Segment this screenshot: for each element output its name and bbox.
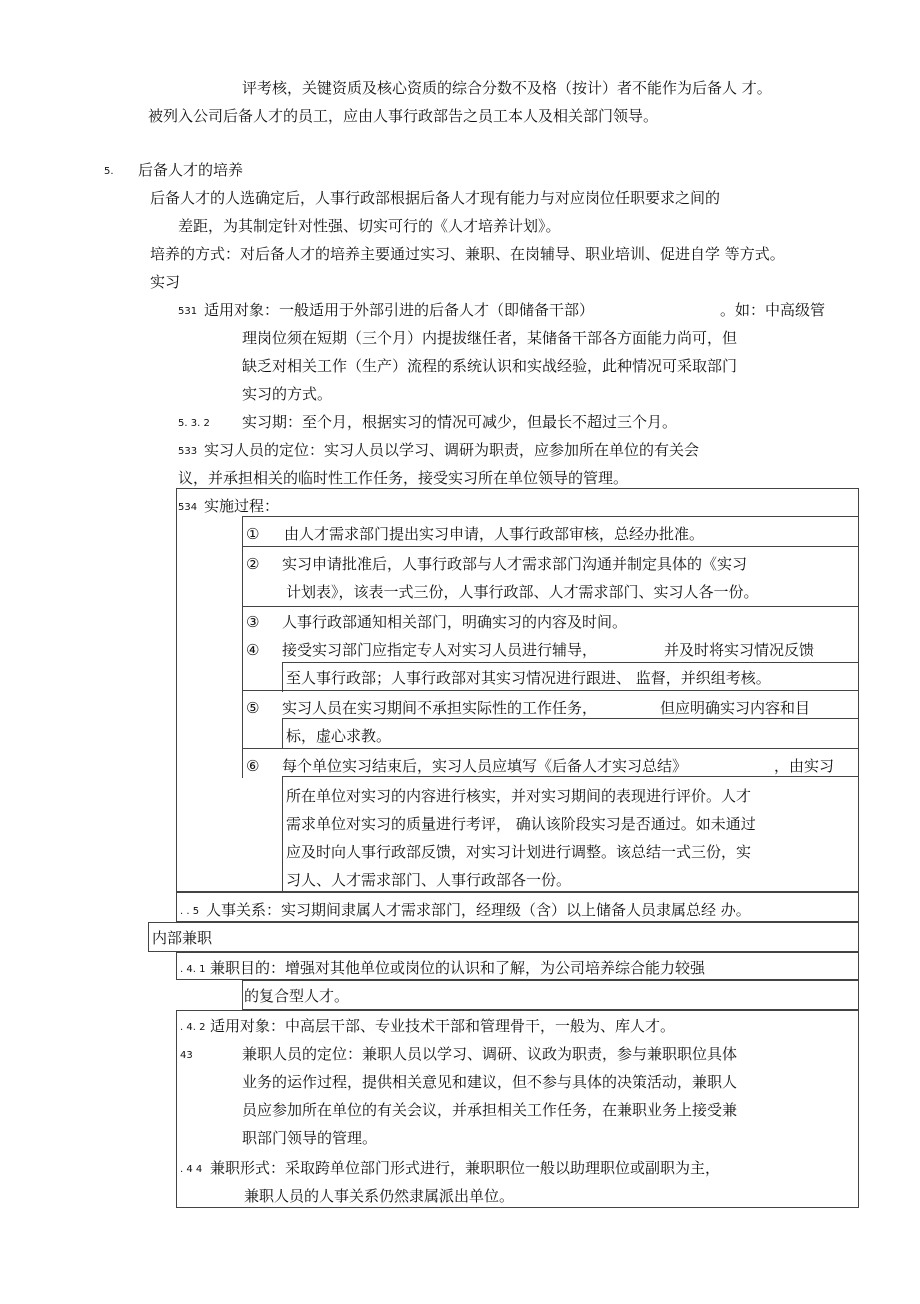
rule: [242, 690, 859, 691]
step-6-line1b: ，由实习: [774, 757, 835, 775]
rule: [282, 718, 283, 748]
rule: [242, 546, 859, 547]
step-2-line1: 实习申请批准后，人事行政部与人才需求部门沟通并制定具体的《实习: [282, 555, 748, 573]
step-6-line4: 应及时向人事行政部反馈，对实习计划进行调整。该总结一式三份，实: [286, 843, 752, 861]
item-number: 534: [178, 502, 198, 513]
item-number: . 4. 2: [180, 1022, 206, 1033]
rule: [282, 662, 283, 692]
parttime-43-line1: 兼职人员的定位：兼职人员以学习、调研、议政为职责，参与兼职职位具体: [242, 1045, 738, 1063]
step-5-line1b: 但应明确实习内容和目: [660, 699, 811, 717]
item-number: . . 5: [180, 906, 200, 917]
item-number: . 4 4: [180, 1164, 203, 1175]
step-6-number: ⑥: [246, 757, 260, 775]
step-6-line2: 所在单位对实习的内容进行核实，并对实习期间的表现进行评价。人才: [286, 787, 752, 805]
item-number: 5. 3. 2: [178, 418, 210, 429]
parttime-41-line1: 兼职目的：增强对其他单位或岗位的认识和了解，为公司培养综合能力较强: [210, 959, 706, 977]
step-4-number: ④: [246, 641, 260, 659]
step-4-line1b: 并及时将实习情况反馈: [664, 641, 815, 659]
intro-line-2: 被列入公司后备人才的员工，应由人事行政部告之员工本人及相关部门领导。: [148, 107, 659, 125]
step-4-line1a: 接受实习部门应指定专人对实习人员进行辅导，: [282, 641, 598, 659]
item-number: 533: [178, 446, 198, 457]
s535-text: 人事关系：实习期间隶属人才需求部门，经理级（含）以上储备人员隶属总经 办。: [206, 901, 751, 919]
s531-line1a: 适用对象：一般适用于外部引进的后备人才（即储备干部）: [204, 301, 595, 319]
s533-line1: 实习人员的定位：实习人员以学习、调研为职责，应参加所在单位的有关会: [204, 441, 700, 459]
parttime-41-line2: 的复合型人才。: [244, 987, 350, 1005]
section-title: 后备人才的培养: [138, 161, 244, 179]
step-6-line1a: 每个单位实习结束后，实习人员应填写《后备人才实习总结》: [282, 757, 688, 775]
rule: [242, 748, 859, 749]
rule: [282, 776, 859, 777]
rule: [282, 662, 859, 663]
parttime-title: 内部兼职: [152, 929, 213, 947]
step-6-line3: 需求单位对实习的质量进行考评， 确认该阶段实习是否通过。如未通过: [286, 815, 756, 833]
section5-para2: 培养的方式：对后备人才的培养主要通过实习、兼职、在岗辅导、职业培训、促进自学 等方式。: [150, 245, 785, 263]
section-number: 5.: [104, 166, 114, 177]
s531-line4: 实习的方式。: [242, 385, 333, 403]
parttime-43-line4: 职部门领导的管理。: [242, 1129, 378, 1147]
step-3-text: 人事行政部通知相关部门，明确实习的内容及时间。: [282, 613, 628, 631]
step-5-number: ⑤: [246, 699, 260, 717]
s531-line3: 缺乏对相关工作（生产）流程的系统认识和实战经验，此种情况可采取部门: [242, 357, 738, 375]
step-6-line5: 习人、人才需求部门、人事行政部各一份。: [286, 871, 572, 889]
s531-line1b: 。如：中高级管: [720, 301, 826, 319]
s531-line2: 理岗位须在短期（三个月）内提拔继任者，某储备干部各方面能力尚可，但: [242, 329, 738, 347]
internship-heading: 实习: [150, 273, 181, 291]
s534-title: 实施过程：: [204, 497, 280, 515]
item-number: 531: [178, 306, 198, 317]
step-2-number: ②: [246, 555, 260, 573]
item-number: . 4. 1: [180, 964, 206, 975]
step-3-number: ③: [246, 613, 260, 631]
step-5-line1a: 实习人员在实习期间不承担实际性的工作任务，: [282, 699, 598, 717]
rule: [242, 606, 859, 607]
rule: [242, 516, 859, 517]
section5-para1-line2: 差距，为其制定针对性强、切实可行的《人才培养计划》。: [178, 217, 561, 235]
step-1-number: ①: [246, 525, 260, 543]
rule: [282, 776, 283, 892]
rule: [282, 718, 859, 719]
parttime-43-line3: 员应参加所在单位的有关会议，并承担相关工作任务，在兼职业务上接受兼: [242, 1101, 738, 1119]
step-1-text: 由人才需求部门提出实习申请，人事行政部审核，总经办批准。: [284, 525, 705, 543]
item-number: 43: [180, 1050, 193, 1061]
parttime-title-box: [148, 922, 859, 952]
section5-para1-line1: 后备人才的人选确定后，人事行政部根据后备人才现有能力与对应岗位任职要求之间的: [150, 189, 721, 207]
step-4-line2: 至人事行政部；人事行政部对其实习情况进行跟进、 监督，并织组考核。: [286, 669, 771, 687]
step-5-line2: 标，虚心求教。: [286, 727, 392, 745]
rule: [242, 516, 243, 778]
s532-text: 实习期：至个月，根据实习的情况可减少，但最长不超过三个月。: [242, 413, 678, 431]
parttime-42-text: 适用对象：中高层干部、专业技术干部和管理骨干，一般为、库人才。: [210, 1017, 676, 1035]
parttime-44-line1: 兼职形式：采取跨单位部门形式进行，兼职职位一般以助理职位或副职为主，: [210, 1159, 721, 1177]
s533-line2: 议，并承担相关的临时性工作任务，接受实习所在单位领导的管理。: [178, 469, 629, 487]
parttime-44-line2: 兼职人员的人事关系仍然隶属派出单位。: [244, 1187, 515, 1205]
intro-line-1: 评考核，关键资质及核心资质的综合分数不及格（按计）者不能作为后备人 才。: [242, 79, 772, 97]
parttime-43-line2: 业务的运作过程，提供相关意见和建议，但不参与具体的决策活动，兼职人: [242, 1073, 738, 1091]
step-2-line2: 计划表》，该表一式三份，人事行政部、人才需求部门、实习人各一份。: [286, 583, 759, 601]
